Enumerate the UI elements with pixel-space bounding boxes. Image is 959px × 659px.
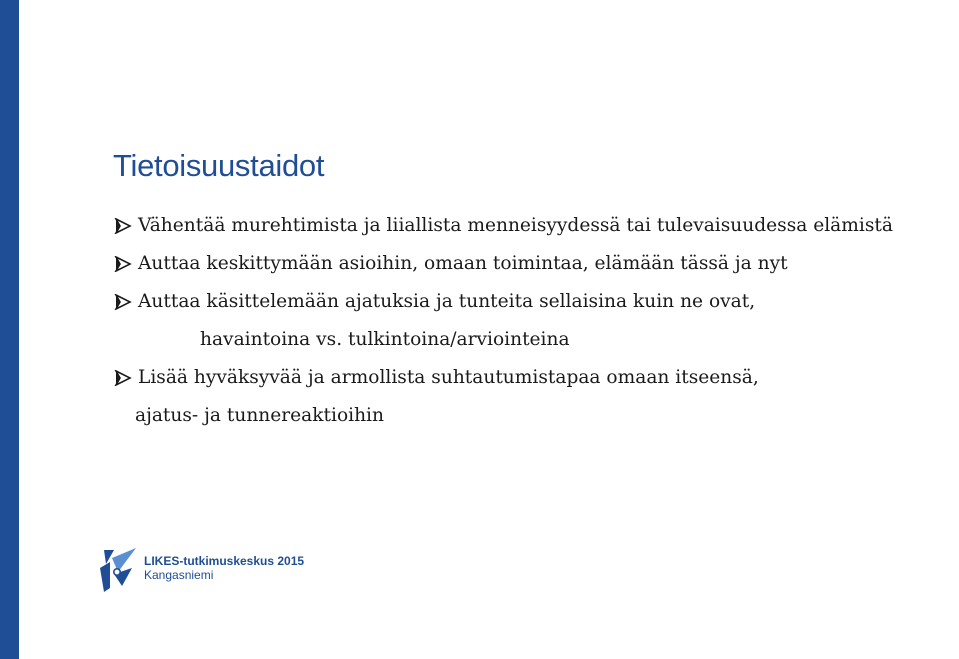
arrow-bullet-icon [114, 256, 132, 272]
bullet-item [114, 283, 954, 359]
likes-logo-icon [100, 548, 138, 592]
arrow-bullet-icon [114, 218, 132, 234]
arrow-bullet-icon [114, 294, 132, 310]
bullet-item [114, 207, 954, 245]
logo-org-name: LIKES-tutkimuskeskus 2015 [144, 554, 305, 568]
logo-text [144, 554, 304, 582]
left-accent-bar [0, 0, 19, 659]
bullet-continuation: havaintoina vs. tulkintoina/arviointeina [200, 329, 570, 350]
bullet-text: Lisää hyväksyvää ja armollista suhtautumistapaa omaan itseensä, [138, 367, 759, 388]
bullet-item [114, 359, 954, 435]
slide-title: Tietoisuustaidot [113, 148, 325, 183]
bullet-text: Vähentää murehtimista ja liiallista menneisyydessä tai tulevaisuudessa elämistä [138, 215, 893, 236]
bullet-item [114, 245, 954, 283]
arrow-bullet-icon [114, 370, 132, 386]
bullet-list [114, 207, 954, 435]
logo-location: Kangasniemi [144, 568, 214, 582]
footer-logo [100, 548, 305, 593]
bullet-text: Auttaa keskittymään asioihin, omaan toimintaa, elämään tässä ja nyt [138, 253, 788, 274]
bullet-text: Auttaa käsittelemään ajatuksia ja tunteita sellaisina kuin ne ovat, [138, 291, 756, 312]
bullet-continuation: ajatus- ja tunnereaktioihin [135, 405, 384, 426]
